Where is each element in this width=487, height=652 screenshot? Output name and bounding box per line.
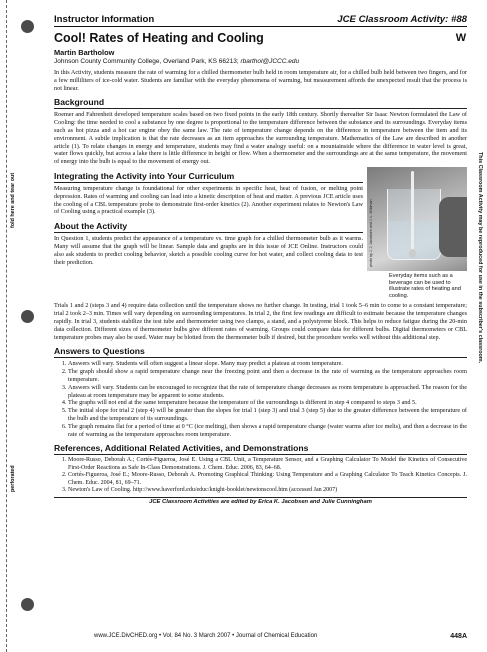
- affiliation-text: Johnson County Community College, Overland Park, KS 66213;: [54, 58, 239, 65]
- figure: [367, 167, 467, 299]
- references-list: [54, 457, 467, 494]
- about-paragraph-1: In Question 1, students predict the appearance of a temperature vs. time graph for a chilled thermometer bulb as it warms. Many will assume that the graph will be linear. Sample data and graphs are in this issue of JCE Online. Instructors could also ask students to predict cooling behavior, sketch a possible cooling curve for hot water, and collect cooling data to test their prediction.: [54, 235, 363, 266]
- page-footer: [54, 633, 467, 640]
- photo-credit: photo by J. J. Jacobsen and J. L. Wildman: [369, 199, 373, 267]
- intro-paragraph: In this Activity, students measure the rate of warming for a chilled thermometer bulb held in room temperature air, for a chilled bulb held between two fingers, and for a few milliliters of ice-cold water. Students are familiar with the everyday phenomena of warming, but measurement affords the unexpected result that the process is not linear.: [54, 69, 467, 92]
- background-heading: Background: [54, 97, 467, 109]
- header-bar: [54, 14, 467, 27]
- binder-hole-middle: [21, 310, 34, 323]
- activity-page: [54, 14, 467, 505]
- integrating-paragraph: Measuring temperature change is foundational for other experiments in specific heat, heat of fusion, or melting point depression. Rates of warming and cooling can lead into a kinetic description of heat and matter. A previous JCE article uses the cooling of a CBL temperature probe to demonstrate first-order kinetics (2). Another experiment relates to Newton's Law of Cooling using a practical example (3).: [54, 184, 363, 216]
- editors-line: JCE Classroom Activities are edited by Erica K. Jacobsen and Julie Cunningham: [54, 497, 467, 505]
- reproduction-notice: This Classroom Activity may be reproduced for use in the subscriber's classroom.: [477, 152, 483, 364]
- integrating-heading: Integrating the Activity into Your Curriculum: [54, 171, 363, 183]
- article-title: Cool! Rates of Heating and Cooling: [54, 31, 264, 45]
- answer-item: 2. The graph should show a rapid temperature change near the freezing point and then a decrease in the rate of warming as the temperature approaches room temperature.: [68, 368, 467, 384]
- series-label: JCE Classroom Activity: #88: [337, 14, 467, 25]
- answers-heading: Answers to Questions: [54, 346, 467, 358]
- hand-shape: [439, 197, 467, 257]
- author-email: rbarthol@JCCC.edu: [240, 58, 300, 65]
- author-affiliation: [54, 58, 467, 65]
- web-logo-icon: W: [455, 31, 467, 44]
- title-row: [54, 31, 467, 45]
- background-paragraph: Roemer and Fahrenheit developed temperature scales based on two fixed points in the early 18th century. Shortly thereafter Sir Isaac Newton formulated the Law of Cooling: the time needed to cool a substance by one degree is proportional to the temperature difference between the substance and its surroundings. Everyday items such as hot pizza and a hot car engine obey the same law. The rate of temperature change depends on the difference in temperature between the item and its environment. A subtle implication is that the rate decreases as an item approaches the surrounding temperature. Mathematics of the Law are described in another article (1). To relate changes in energy and temperature, students may find a water analogy useful: on a mountainside where the difference in water level is great, water flows quickly, but across a lake there is little difference in height or flow. When a thermometer and the surroundings are at the same temperature, the movement of energy into the bulb is equal to the movement of energy out.: [54, 111, 467, 166]
- reference-item: 2. Cortés-Figueroa, José E.; Moore-Russo, Deborah A. Promoting Graphical Thinking: Using Temperature and a Graphing Calculator To Teach Kinetics Concepts. J. Chem. Educ. 2004, 81, 69–71.: [68, 472, 467, 487]
- figure-section: [54, 166, 467, 299]
- references-heading: References, Additional Related Activities, and Demonstrations: [54, 443, 467, 455]
- binder-hole-bottom: [21, 598, 34, 611]
- figure-caption: Everyday items such as a beverage can be used to illustrate rates of heating and cooling.: [389, 272, 461, 299]
- answer-item: 5. The initial slope for trial 2 (step 4) will be greater than the slopes for trial 1 (step 3) and trial 3 (step 5) due to the greater difference between the temperature of the bulb and the temperature of its surroundings.: [68, 407, 467, 423]
- beaker-photo: [367, 167, 467, 271]
- binder-hole-top: [21, 20, 34, 33]
- answer-item: 6. The graph remains flat for a period of time at 0 °C (ice melting), then shows a rapid temperature change (water warms after ice melts), and then a decrease in the rate of warming as the temperature approaches room temperature.: [68, 423, 467, 439]
- answer-item: 1. Answers will vary. Students will often suggest a linear slope. Many may predict a plateau at room temperature.: [68, 360, 467, 368]
- figure-adjacent-text: [54, 166, 363, 299]
- thermometer-shape: [411, 171, 414, 253]
- answer-item: 4. The graphs will not end at the same temperature because the temperature of the surroundings is different in step 4 compared to steps 3 and 5.: [68, 399, 467, 407]
- reference-item[interactable]: 3. Newton's Law of Cooling. http://www.haverford.edu/educ/knight-booklet/newtonscool.htm (accessed Jan 2007): [68, 487, 467, 494]
- answer-item: 3. Answers will vary. Students can be encouraged to recognize that the rate of temperature change decreases as room temperature is approached. The reason for the plateau at room temperature may be apparent to some students.: [68, 384, 467, 400]
- section-label: Instructor Information: [54, 14, 155, 25]
- fold-label: fold here and tear out: [10, 172, 16, 228]
- reference-item: 1. Moore-Russo, Deborah A.; Cortés-Figueroa, José E. Using a CBL Unit, a Temperature Sensor, and a Graphing Calculator To Model the Kinetics of Consecutive First-Order Reactions as Safe In-Class Demonstrations. J. Chem. Educ. 2006, 83, 64–68.: [68, 457, 467, 472]
- journal-citation: www.JCE.DivCHED.org • Vol. 84 No. 3 March 2007 • Journal of Chemical Education: [94, 633, 318, 639]
- tear-line: [6, 0, 7, 652]
- perforated-label: perforated: [10, 465, 16, 492]
- about-paragraph-2: Trials 1 and 2 (steps 3 and 4) require data collection until the temperature shows no further change. In testing, trial 1 took 5–6 min to come to a constant temperature; trial 2 took 2–3 min. Times will vary depending on surrounding temperatures. In trial 2, the first few readings are difficult to estimate because the temperature changes rapidly. In trial 3, students stabilize the test tube and thermometer using two clamps, a stand, and a polystyrene block. This helps to reduce fatigue during the 20-min data collection. Different sizes of thermometer bulbs give different rates of warming. Groups could compare data for different bulbs. Digital thermometers or CBL temperature probes may also be used. Water may be blotted from the thermometer bulb if desired, but the procedure works well without this additional step.: [54, 302, 467, 341]
- thermometer-bulb-shape: [409, 249, 416, 258]
- page-number: 448A: [450, 633, 467, 640]
- author-name: Martin Bartholow: [54, 48, 115, 57]
- answers-list: [54, 360, 467, 438]
- about-heading: About the Activity: [54, 221, 363, 233]
